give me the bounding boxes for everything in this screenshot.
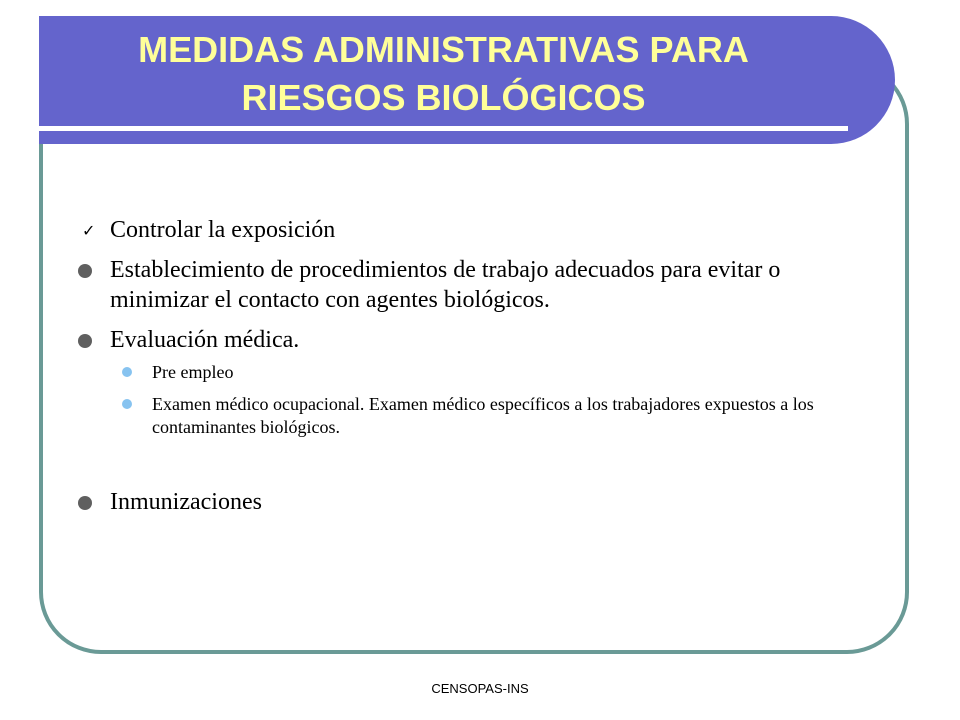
sub-list-item-text: Examen médico ocupacional. Examen médico específicos a los trabajadores expuestos a los contaminantes biológicos. bbox=[152, 394, 814, 437]
sub-bullet-icon bbox=[122, 367, 132, 377]
footer-text: CENSOPAS-INS bbox=[431, 681, 529, 696]
checkmark-icon: ✓ bbox=[82, 223, 96, 240]
title-underline bbox=[39, 126, 848, 131]
list-item-text: Evaluación médica. bbox=[110, 327, 300, 353]
list-item-text: Controlar la exposición bbox=[110, 217, 336, 243]
list-item bbox=[78, 487, 878, 517]
title-line-1: MEDIDAS ADMINISTRATIVAS PARA bbox=[138, 29, 749, 70]
sub-list-item-text: Pre empleo bbox=[152, 362, 234, 382]
slide-title bbox=[39, 26, 848, 122]
bullet-icon bbox=[78, 264, 92, 278]
list-item-text: Establecimiento de procedimientos de trabajo adecuados para evitar o minimizar el contacto con agentes biológicos. bbox=[110, 257, 781, 313]
title-line-2: RIESGOS BIOLÓGICOS bbox=[241, 77, 646, 118]
list-item bbox=[78, 215, 878, 245]
bullet-icon bbox=[78, 496, 92, 510]
list-item bbox=[78, 325, 878, 355]
sub-list-item bbox=[78, 393, 878, 439]
list-item-text: Inmunizaciones bbox=[110, 489, 262, 515]
sub-bullet-icon bbox=[122, 399, 132, 409]
bullet-list bbox=[78, 215, 878, 517]
list-item bbox=[78, 255, 878, 315]
sub-list-item bbox=[78, 361, 878, 384]
bullet-icon bbox=[78, 334, 92, 348]
